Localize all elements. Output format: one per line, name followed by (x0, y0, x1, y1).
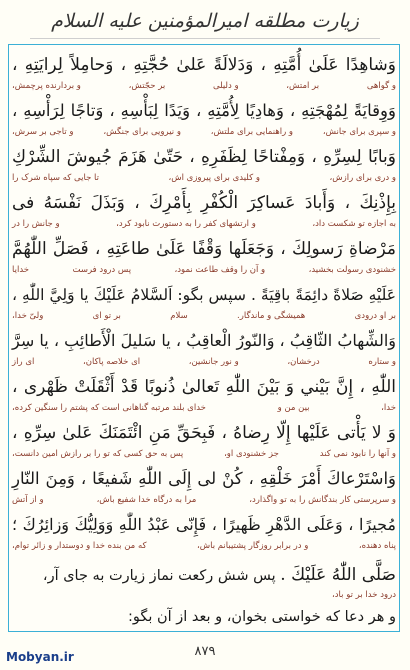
translation-fragment: و راهنمایی برای ملتش، (210, 127, 294, 137)
verse-arabic: مَرْضاةِ رَسولِكَ ، وَجَعَلَها وَقْفًا عَلَىٰ طاعَتِهِ ، فَصَلِّ اللّٰهُمَّ (12, 239, 396, 259)
verse-line (12, 96, 396, 126)
verse-arabic: وَ لا يَأْتى عَلَيْها إِلّا رِضاهُ ، فَبِحَقِّ مَنِ ائْتَمَنَكَ عَلىٰ سِرِّهِ ، (12, 423, 396, 443)
translation-fragment: همیشگی و ماندگار. (237, 311, 306, 321)
verse-translation (12, 493, 396, 507)
closing-translation-text: درود خدا بر تو باد، (332, 590, 396, 600)
verse-line (12, 142, 396, 172)
page-title: زیارت مطلقه امیرالمؤمنین علیه السلام (51, 10, 359, 32)
verse-line (12, 50, 396, 80)
translation-fragment: و دلیلی (212, 81, 239, 91)
translation-fragment: و سپری برای جانش، (322, 127, 396, 137)
page-number: ۸۷۹ (194, 644, 216, 659)
translation-fragment: و نور جانشین، (188, 357, 239, 367)
verse-line (12, 464, 396, 494)
translation-fragment: بر امتش، (286, 81, 320, 91)
verse-translation (12, 263, 396, 277)
translation-fragment: پس به حق کسی که تو را بر رازش امین دانست، (12, 449, 184, 459)
translation-fragment: مرا به درگاه خدا شفیع باش، (96, 495, 197, 505)
verse-translation (12, 309, 396, 323)
translation-fragment: و ستاره (368, 357, 396, 367)
translation-fragment: و کلیدی برای پیروزی اش، (168, 173, 260, 183)
translation-fragment: خدایا (12, 265, 30, 275)
header-divider (30, 38, 380, 39)
verse-translation (12, 171, 396, 185)
verse-translation (12, 447, 396, 461)
translation-fragment: و جانش را در (12, 219, 60, 229)
verse-line (12, 510, 396, 540)
translation-fragment: بین من و (277, 403, 310, 413)
closing-translation (12, 588, 396, 602)
translation-fragment: سلام (170, 311, 188, 321)
translation-fragment: خشنودی رسولت بخشید، (308, 265, 396, 275)
verse-arabic: عَلَيْهِ صَلاةً دائِمَةً باقِيَةً . سپس بگو: اَلسَّلامُ عَلَيْكَ يا وَلِيَّ اللّٰهِ ، (12, 286, 396, 304)
final-line-text: و هر دعا که خواستی بخوان، و بعد از آن بگو: (127, 609, 396, 625)
verse-arabic: مُجيرًا ، وَعَلَى الدَّهْرِ ظَهيرًا ، فَإِنّى عَبْدُ اللّٰهِ وَوَلِيُّكَ وَزائِرُكَ ؛ (12, 515, 396, 534)
translation-fragment: به اجازه تو شکست داد، (312, 219, 396, 229)
translation-fragment: و ارتشهای کفر را به دستورت نابود کرد، (116, 219, 256, 229)
translation-fragment: خدای بلند مرتبه گناهانی است که پشتم را سنگین کرده، (12, 403, 206, 413)
verse-arabic: وَبابًا لِسِرِّهِ ، وَمِفْتاحًا لِظَفَرِهِ ، حَتّىٰ هَزَمَ جُيوشَ الشِّرْكِ (12, 147, 396, 167)
verse-arabic: وَاسْتَرْعاكَ أَمْرَ خَلْقِهِ ، كُنْ لى إِلَى اللّٰهِ شَفيعًا ، وَمِنَ النّارِ (12, 469, 396, 488)
verse-line (12, 418, 396, 448)
translation-fragment: درخشان، (287, 357, 320, 367)
translation-fragment: بر حجّتش، (128, 81, 166, 91)
translation-fragment: و بردارنده پرچمش، (12, 81, 81, 91)
verse-line (12, 188, 396, 218)
translation-fragment: ای راز (12, 357, 35, 367)
final-line (12, 602, 396, 632)
translation-fragment: پناه دهنده، (358, 541, 396, 551)
translation-fragment: و گواهی (366, 81, 396, 91)
verse-arabic: وَوِقايَةً لِمُهْجَتِهِ ، وَهادِيًا لِأُمَّتِهِ ، وَيَدًا لِبَأْسِهِ ، وَتاجًا لِرَأْسِهِ ، (12, 101, 396, 120)
translation-fragment: و سرپرستی کار بندگانش را به تو واگذارد، (249, 495, 396, 505)
translation-fragment: و آن را وقف طاعت نمود، (174, 265, 266, 275)
translation-fragment: پس درود فرست (72, 265, 132, 275)
closing-persian: پس شش رکعت نماز زیارت به جای آر، (42, 568, 281, 584)
translation-fragment: و از آتش (12, 495, 44, 505)
verse-translation (12, 355, 396, 369)
verse-arabic: بِإِذْنِكَ ، وَأَبادَ عَساكِرَ الْكُفْرِ بِأَمْرِكَ ، وَبَذَلَ نَفْسَهُ فى (12, 193, 396, 213)
closing-text (12, 560, 396, 591)
translation-fragment: ولیّ خدا، (12, 311, 44, 321)
translation-fragment: بر تو ای (92, 311, 121, 321)
translation-fragment: و دری برای رازش، (329, 173, 396, 183)
translation-fragment: و تاجی بر سرش، (12, 127, 74, 137)
verse-arabic: اللّٰهِ ، إِنَّ بَيْني وَ بَيْنَ اللّٰهِ تَعالىٰ ذُنوبًا قَدْ أَثْقَلَتْ ظَهْرى ، (12, 377, 396, 397)
translation-fragment: بر او درودی (354, 311, 396, 321)
verse-line (12, 372, 396, 402)
translation-fragment: جز خشنودی او، (224, 449, 279, 459)
verse-arabic: وَالشِّهابُ الثّاقِبُ ، وَالنّورُ الْعاقِبُ ، يا سَليلَ الْأَطائِبِ ، يا سِرَّ (12, 331, 396, 350)
verse-translation (12, 125, 396, 139)
translation-fragment: خدا، (381, 403, 396, 413)
verse-translation (12, 401, 396, 415)
closing-arabic: صَلَّى اللّٰهُ عَلَيْكَ . (280, 565, 396, 585)
verse-line (12, 326, 396, 356)
translation-fragment: و نیرویی برای جنگش، (103, 127, 181, 137)
site-logo: Mobyan.ir (6, 650, 74, 664)
translation-fragment: ای خلاصه پاکان، (83, 357, 141, 367)
verse-line (12, 280, 396, 310)
translation-fragment: و آنها را نابود نمی کند (319, 449, 396, 459)
verse-line (12, 234, 396, 264)
translation-fragment: که من بنده خدا و دوستدار و زائر توام، (12, 541, 147, 551)
verse-arabic: وَشاهِدًا عَلَىٰ أُمَّتِهِ ، وَدَلالَةً عَلىٰ حُجَّتِهِ ، وَحامِلاً لِرايَتِهِ ، (12, 55, 396, 75)
translation-fragment: تا جایی که سپاه شرک را (12, 173, 99, 183)
verse-translation (12, 217, 396, 231)
translation-fragment: و در برابر روزگار پشتیبانم باش، (197, 541, 309, 551)
verse-translation (12, 79, 396, 93)
closing-line (12, 560, 396, 590)
verse-translation (12, 539, 396, 553)
page-header (0, 0, 410, 42)
